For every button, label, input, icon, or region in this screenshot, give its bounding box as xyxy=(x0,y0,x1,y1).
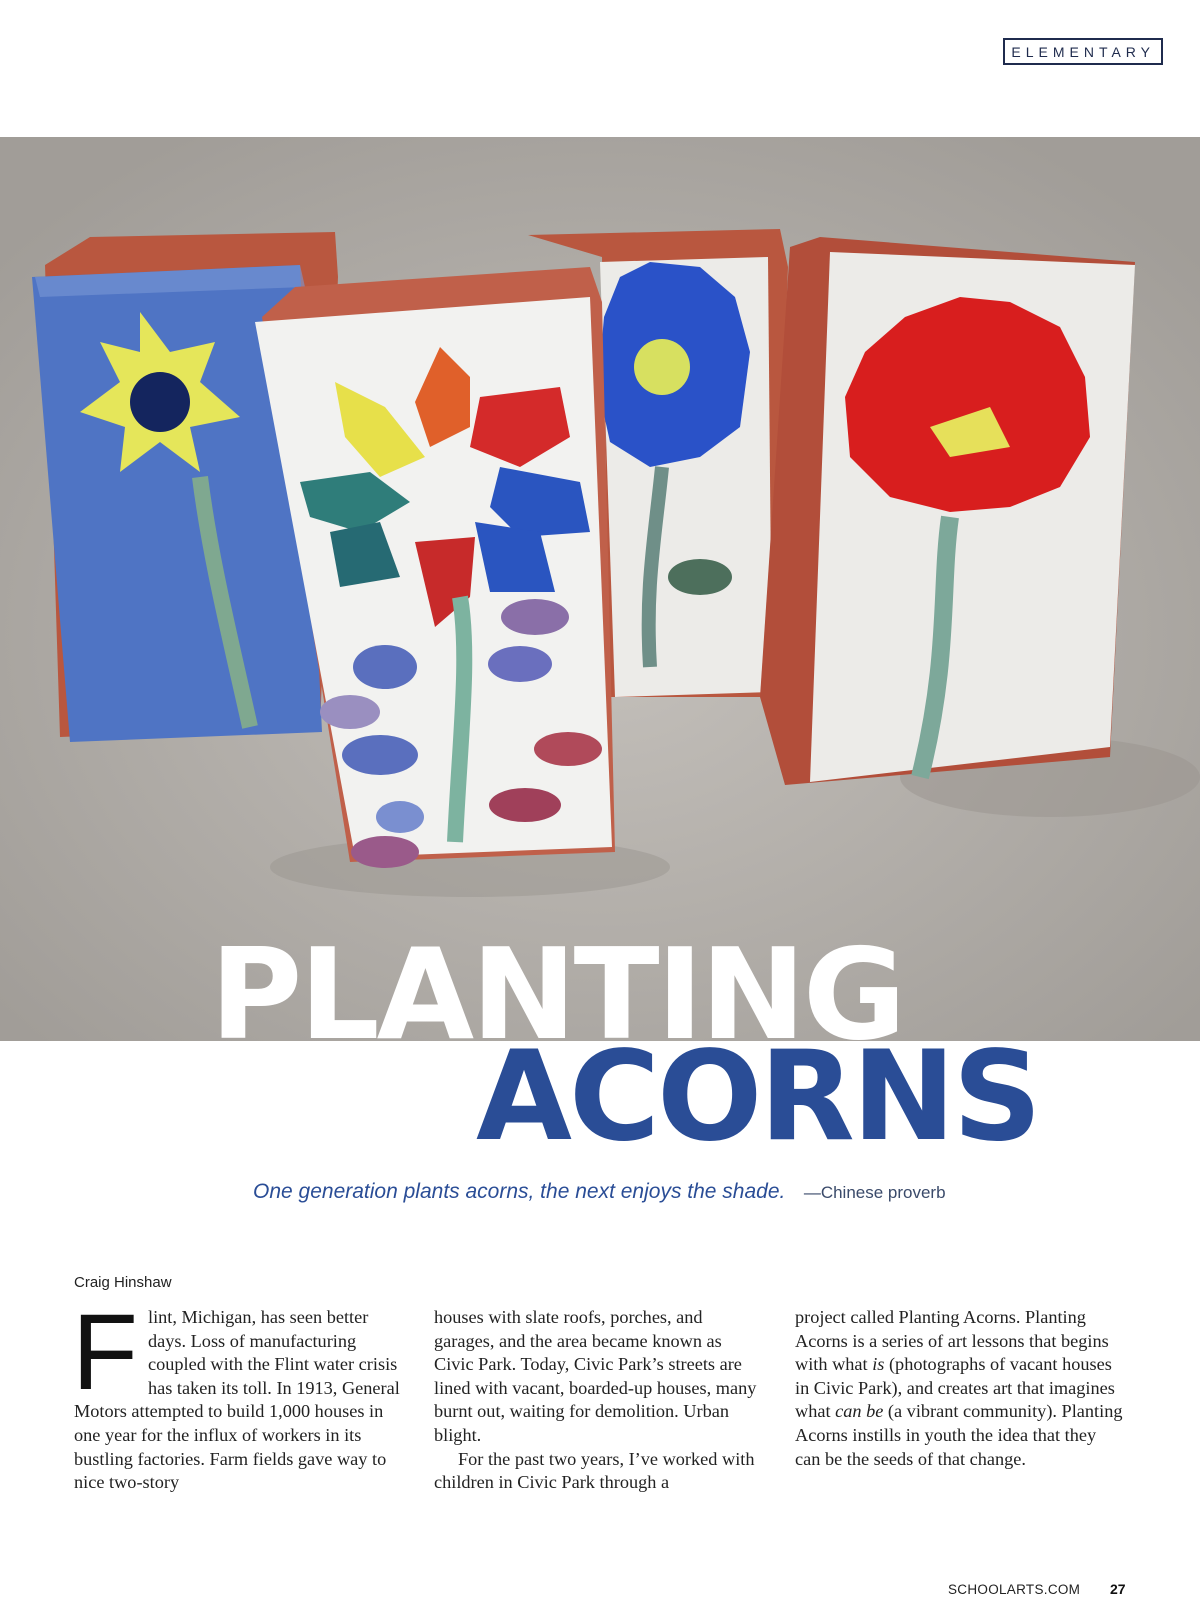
painted-bricks-photo xyxy=(0,137,1200,1041)
col3-text-c: (a vibrant community). Planting Acorns instills in youth the idea that they can be the seeds of that change. xyxy=(795,1401,1123,1469)
article-paragraph-2: houses with slate roofs, porches, and garages, and the area became known as Civic Park. Today, Civic Park’s streets are lined with vacant, boarded-up houses, many burnt out, waiting for demolition. Urban blight. xyxy=(434,1307,757,1445)
footer-website: SCHOOLARTS.COM xyxy=(948,1582,1081,1597)
article-column-3 xyxy=(795,1306,1125,1471)
epigraph-attribution: —Chinese proverb xyxy=(803,1183,946,1202)
painted-bricks-illustration xyxy=(0,137,1200,1041)
section-label: ELEMENTARY xyxy=(1003,38,1163,65)
author-byline: Craig Hinshaw xyxy=(74,1274,172,1291)
brick-red-flower xyxy=(760,237,1135,785)
drop-cap: F xyxy=(72,1291,138,1412)
headline-line-2: ACORNS xyxy=(476,1025,1039,1169)
col3-text-b: (photographs of vacant houses in Civic Park), and creates art that imagines what xyxy=(795,1354,1115,1422)
col3-emphasis-can-be: can be xyxy=(835,1401,884,1422)
epigraph xyxy=(253,1180,946,1204)
col3-text-a: project called Planting Acorns. Planting Acorns is a series of art lessons that begins with what xyxy=(795,1307,1109,1375)
article-paragraph-4 xyxy=(795,1306,1125,1471)
article-column-2 xyxy=(434,1306,764,1495)
headline-line-1: PLANTING xyxy=(210,921,904,1068)
page-number: 27 xyxy=(1110,1581,1126,1597)
article-column-1 xyxy=(72,1291,404,1495)
article-paragraph-3: For the past two years, I’ve worked with children in Civic Park through a xyxy=(434,1448,755,1493)
epigraph-quote: One generation plants acorns, the next enjoys the shade. xyxy=(253,1180,786,1203)
col3-emphasis-is: is xyxy=(872,1354,885,1375)
article-paragraph-1: lint, Michigan, has seen better days. Loss of manufacturing coupled with the Flint water crisis has taken its toll. In 1913, General Motors attempted to build 1,000 houses in one year for the influx of workers in its bustling factories. Farm fields gave way to nice two-story xyxy=(74,1307,400,1493)
